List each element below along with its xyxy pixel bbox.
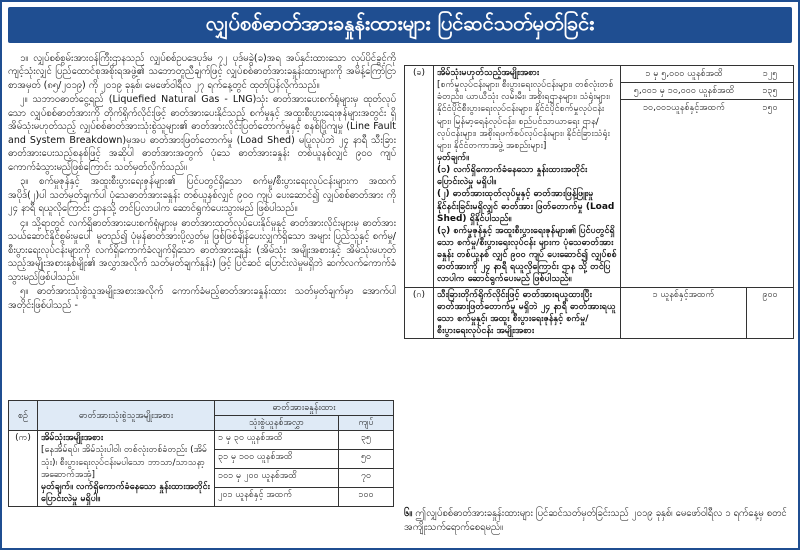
col-header-category: ဓာတ်အားသုံးစွဲသူအမျိုးအစား xyxy=(38,401,215,431)
table-row xyxy=(405,287,794,339)
paragraph-5: ၅။ ဓာတ်အားသုံးစွဲသူအမျိုးအစားအလိုက် ကောက်ခံမည့်ဓာတ်အားခနှုန်းထား သတ်မှတ်ချက်မှာ အောက်ပါအတိုင်းဖြစ်ပါသည် - xyxy=(8,286,396,311)
kyat-cell: ၉၀၀ xyxy=(747,287,794,339)
units-cell: ၃၁ မှ ၁၀၀ ယူနစ်အထိ xyxy=(215,450,339,469)
category-description: [နေအိမ်ရပ်၊ အိမ်သုံးပါဝါ၊ တစ်လုံးတစ်ခံတည်း (အိမ်သုံး)၊ စီးပွားရေးလုပ်ငန်းမပါသော ဘာသာ/သာသနာ့အဆောက်အအုံ] xyxy=(41,445,207,480)
row-number: (ခ) xyxy=(405,66,434,288)
col-header-kyat: ကျပ် xyxy=(339,416,394,431)
kyat-cell: ၅၀ xyxy=(339,450,394,469)
units-cell: ၁၀,၀၀၁ယူနစ်နှင့်အထက် xyxy=(642,103,726,114)
note-item: (၁) လက်ရှိကောက်ခံနေသော နှုန်းထားအတိုင်း ပြောင်းလဲမှု မရှိပါ။ xyxy=(437,165,588,188)
rate-row xyxy=(621,100,793,117)
col-header-no: စဉ် xyxy=(9,401,38,431)
units-cell: ၁ မှ ၅,၀၀၀ ယူနစ်အထိ xyxy=(621,66,747,83)
col-header-rate-group: ဓာတ်အားခနှုန်းထား xyxy=(215,401,394,416)
residential-rate-table xyxy=(8,400,394,507)
kyat-cell: ၁၅၀ xyxy=(762,103,778,114)
kyat-cell: ၇၀ xyxy=(339,469,394,488)
notice-body xyxy=(8,52,396,313)
table-row xyxy=(9,431,394,450)
category-cell xyxy=(38,431,215,507)
units-cell: ၁၀၁ မှ ၂၀၀ ယူနစ်အထိ xyxy=(215,469,339,488)
category-remark: မှတ်ချက်။ လက်ရှိကောက်ခံနေသော နှုန်းထားအတိုင်း ပြောင်းလဲမှု မရှိပါ။ xyxy=(41,481,210,504)
page-title: လျှပ်စစ်ဓာတ်အားခနှုန်းထားများ ပြင်ဆင်သတ်မှတ်ခြင်း xyxy=(8,7,792,43)
units-cell: ၅,၀၀၁ မှ ၁၀,၀၀၀ ယူနစ်အထိ xyxy=(621,83,747,100)
note-item: (၃) စက်မှုဇုန်နှင့် အထူးစီးပွားရေးဇုန်များ၏ ပြင်ပတွင်ရှိသော စက်မှု/စီးပွားရေးလုပ်ငန်း များက ပုံသေဓာတ်အားခနှုန်း တစ်ယူနစ် လျှင် ၉၀၀ ကျပ် ပေးဆောင်၍ လျှပ်စစ် ဓာတ်အားကို ၂၄ နာရီ ရယူလိုကြောင်း ဌာန သို့ တင်ပြလာပါက ဆောင်ရွက်ပေးမည် ဖြစ်ပါသည်။ xyxy=(437,225,617,285)
category-description: [စက်မှုလုပ်ငန်းများ၊ စီးပွားရေးလုပ်ငန်းများ၊ တစ်လုံးတစ်ခံတည်း၊ ယာယီသုံး လမ်းမီး၊ အစိုးရဌာနများ၊ သံရုံးများ၊ နိုင်ငံပိုင်စီးပွားရေးလုပ်ငန်းများ၊ နိုင်ငံပိုင်စက်မှုလုပ်ငန်းများ၊ မြန်မာ့ရေနံလုပ်ငန်း၊ စည်ပင်သာယာရေး ဌာန/လုပ်ငန်းများ၊ အစိုးရဖက်စပ်လုပ်ငန်းများ၊ နိုင်ငံခြားသံရုံးများ၊ နိုင်ငံတကာအဖွဲ့ အစည်းများ] xyxy=(437,80,614,151)
paragraph-4: ၄။ သို့ရာတွင် လက်ရှိဓာတ်အားပေးစက်ရုံများမှ ဓာတ်အားထုတ်လုပ်ပေးနိုင်မှုနှင့် ဓာတ်အားလိုင်းများမှ ဓာတ်အားသယ်ဆောင်နိုင်စွမ်းမှုပေါ် မူတည်၍ ပုံမှန်ဓာတ်အားပို့လွှတ်မှု ဖြစ်ဖြစ်ချိန်ပေးလျှက်ရှိသော အများ ပြည်သူနှင့် စက်မှု/စီးပွားရေးလုပ်ငန်းများကို လက်ရှိကောက်ခံလျက်ရှိသော ဓာတ်အားခနှုန်း (အိမ်သုံး အမျိုးအစားနှင့် အိမ်သုံးမဟုတ်သည့်အမျိုးအစားနှစ်မျိုး၏ အလွှာအလိုက် သတ်မှတ်ချက်နှုန်း) ဖြင့် ပြင်ဆင် ပြောင်းလဲမှုမရှိဘဲ ဆက်လက်ကောက်ခံသွားမည်ဖြစ်ပါသည်။ xyxy=(8,217,396,283)
kyat-cell: ၃၅ xyxy=(339,431,394,450)
notes-label: မှတ်ချက်။ xyxy=(437,152,469,163)
effective-date-note xyxy=(404,507,794,535)
kyat-cell: ၁၀၀ xyxy=(339,488,394,507)
rate-row xyxy=(621,66,793,83)
category-cell xyxy=(434,66,621,288)
kyat-cell: ၁၂၅ xyxy=(747,66,793,83)
paragraph-1: ၁။ လျှပ်စစ်စွမ်းအားဝန်ကြီးဌာနသည် လျှပ်စစ်ဥပဒေပုဒ်မ ၇၂ ပုဒ်မခွဲ(ခ)အရ အပ်နှင်းထားသော လုပ်ပိုင်ခွင့်ကို ကျင့်သုံးလျှင် ပြည်ထောင်စုအစိုးရအဖွဲ့၏ သဘောတူညီချက်ဖြင့် လျှပ်စစ်ဓာတ်အားခနှုန်းထားများကို အမိန့်ကြော်ငြာစာအမှတ် (၈၅/၂၀၁၉) ကို ၂၀၁၉ ခုနှစ်၊ မေဖော်ဝါရီလ ၂၇ ရက်နေ့တွင် ထုတ်ပြန်လိုက်သည်။ xyxy=(8,53,396,91)
footer-text: ဤလျှပ်စစ်ဓာတ်အားခနှုန်းထားများ ပြင်ဆင်သတ်မှတ်ခြင်းသည် ၂၀၁၉ ခုနှစ်၊ မေဖော်ဝါရီလ ၁ ရက်နေ့မှ စတင်အကျိုးသက်ရောက်စေရမည်။ xyxy=(404,508,787,533)
footer-number: ၆။ xyxy=(404,508,413,519)
units-cell: ၁ ယူနစ်နှင့်အထက် xyxy=(621,287,747,339)
paragraph-3: ၃။ စက်မှုဇုန်နှင့် အထူးစီးပွားရေးဇုန်များ၏ ပြင်ပတွင်ရှိသော စက်မှု/စီးပွားရေးလုပ်ငန်းများက အထက် အပိုဒ်(၂)ပါ သတ်မှတ်ချက်ပါ ပုံသေဓာတ်အားခနှုန်း တစ်ယူနစ်လျှင် ၉၀၀ ကျပ် ပေးဆောင်၍ လျှပ်စစ်ဓာတ်အား ကို ၂၄ နာရီ ရယူလိုကြောင်း ဌာနသို့ တင်ပြလာပါက ဆောင်ရွက်ပေးသွားမည် ဖြစ်ပါသည်။ xyxy=(8,176,396,215)
note-item: (၂) ဓာတ်အားထုတ်လုပ်မှုနှင့် ဓာတ်အားဖြန့်ဖြူးမှု နိုင်နင်းခြင်းမရှိလျှင် ဓာတ်အား ဖြတ်တောက်မှု (Load Shed) ရှိနိုင်ပါသည်။ xyxy=(437,189,615,224)
paragraph-2: ၂။ သဘာဝဓာတ်ငွေ့ရည် (Liquefied Natural Gas - LNG)သုံး ဓာတ်အားပေးစက်ရုံများမှ ထုတ်လုပ်သော လျှပ်စစ်ဓာတ်အားကို တိုက်ရိုက်လိုင်းဖြင့် ဓာတ်အားပေးနိုင်သည့် စက်မှုနှင့် အထူးစီးပွားရေးဇုန်များအတွင်း ရှိ အိမ်သုံးမဟုတ်သည့် လျှပ်စစ်ဓာတ်အားသုံးစွဲသူများ၏ ဓာတ်အားလိုင်းပြတ်တောက်မှုနှင့် စနစ်ပြိုကျမှု (Line Fault and System Breakdown)မှအပ ဓာတ်အားဖြတ်တောက်မှု (Load Shed) မပြုလုပ်ဘဲ ၂၄ နာရီ သီးခြားဓာတ်အားပေးသည့်စနစ်ဖြင့် အဆိုပါ ဓာတ်အားအတွက် ပုံသေ ဓာတ်အားခနှုန်း တစ်ယူနစ်လျှင် ၉၀၀ ကျပ် ကောက်ခံသွားမည်ဖြစ်ကြောင်း သတ်မှတ်လိုက်သည်။ xyxy=(8,94,396,173)
non-residential-rate-table xyxy=(404,65,794,339)
category-title: အိမ်သုံးအမျိုးအစား xyxy=(41,433,104,444)
rate-row xyxy=(621,83,793,100)
units-cell: ၁ မှ ၃၀ ယူနစ်အထိ xyxy=(215,431,339,450)
rate-sub-table xyxy=(621,66,793,116)
col-header-units: သုံးစွဲယူနစ်အလွှာ xyxy=(215,416,339,431)
units-cell: ၂၀၁ ယူနစ်နှင့် အထက် xyxy=(215,488,339,507)
table-row xyxy=(405,66,794,288)
row-number: (က) xyxy=(9,431,38,507)
category-title: အိမ်သုံးမဟုတ်သည့်အမျိုးအစား xyxy=(437,68,540,78)
rate-cell xyxy=(621,66,794,288)
category-description: သီးခြားတိုက်ရိုက်လိုင်းဖြင့် ဓာတ်အားရယူထားပြီး ဓာတ်အားဖြတ်တောက်မှု မရှိဘဲ ၂၄ နာရီ ဓာတ်အားရယူသော စက်မှုနှင့်၊ အထူး စီးပွားရေးဇုန်နှင့် စက်မှု/စီးပွားရေးလုပ်ငန်း အမျိုးအစား xyxy=(434,287,621,339)
row-number: (ဂ) xyxy=(405,287,434,339)
kyat-cell: ၁၃၅ xyxy=(747,83,793,100)
